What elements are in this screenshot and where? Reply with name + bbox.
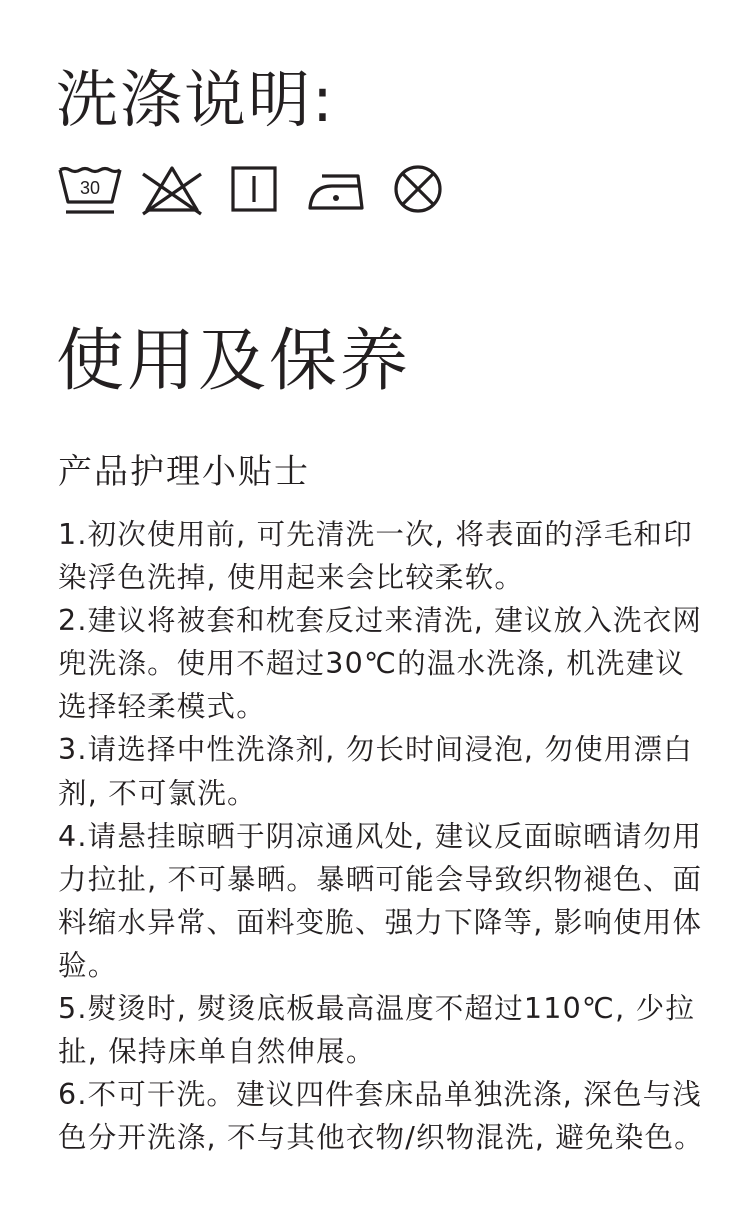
tip-item-6: 6.不可干洗。建议四件套床品单独洗涤, 深色与浅色分开洗涤, 不与其他衣物/织物混洗, 避免染色。 bbox=[58, 1078, 704, 1155]
tips-list bbox=[58, 513, 708, 1159]
tip-item-4: 4.请悬挂晾晒于阴凉通风处, 建议反面晾晒请勿用力拉扯, 不可暴晒。暴晒可能会导致织物褪色、面料缩水异常、面料变脆、强力下降等, 影响使用体验。 bbox=[58, 819, 703, 982]
wash-30-icon bbox=[56, 160, 124, 218]
tip-item-2: 2.建议将被套和枕套反过来清洗, 建议放入洗衣网兜洗涤。使用不超过30℃的温水洗涤, 机洗建议选择轻柔模式。 bbox=[58, 604, 703, 724]
do-not-dry-clean-icon bbox=[392, 160, 444, 218]
usage-section-title: 使用及保养 bbox=[56, 322, 412, 401]
do-not-bleach-icon bbox=[139, 160, 205, 218]
tip-item-1: 1.初次使用前, 可先清洗一次, 将表面的浮毛和印染浮色洗掉, 使用起来会比较柔软。 bbox=[58, 518, 693, 595]
tip-item-3: 3.请选择中性洗涤剂, 勿长时间浸泡, 勿使用漂白剂, 不可氯洗。 bbox=[58, 733, 693, 810]
iron-low-icon bbox=[306, 160, 368, 218]
care-instructions-title: 洗涤说明: bbox=[56, 63, 335, 136]
tips-subtitle: 产品护理小贴士 bbox=[58, 452, 310, 492]
tip-item-5: 5.熨烫时, 熨烫底板最高温度不超过110℃, 少拉扯, 保持床单自然伸展。 bbox=[58, 992, 696, 1069]
tumble-dry-line-icon bbox=[230, 160, 278, 218]
wash-temperature-label: 30 bbox=[79, 178, 101, 198]
